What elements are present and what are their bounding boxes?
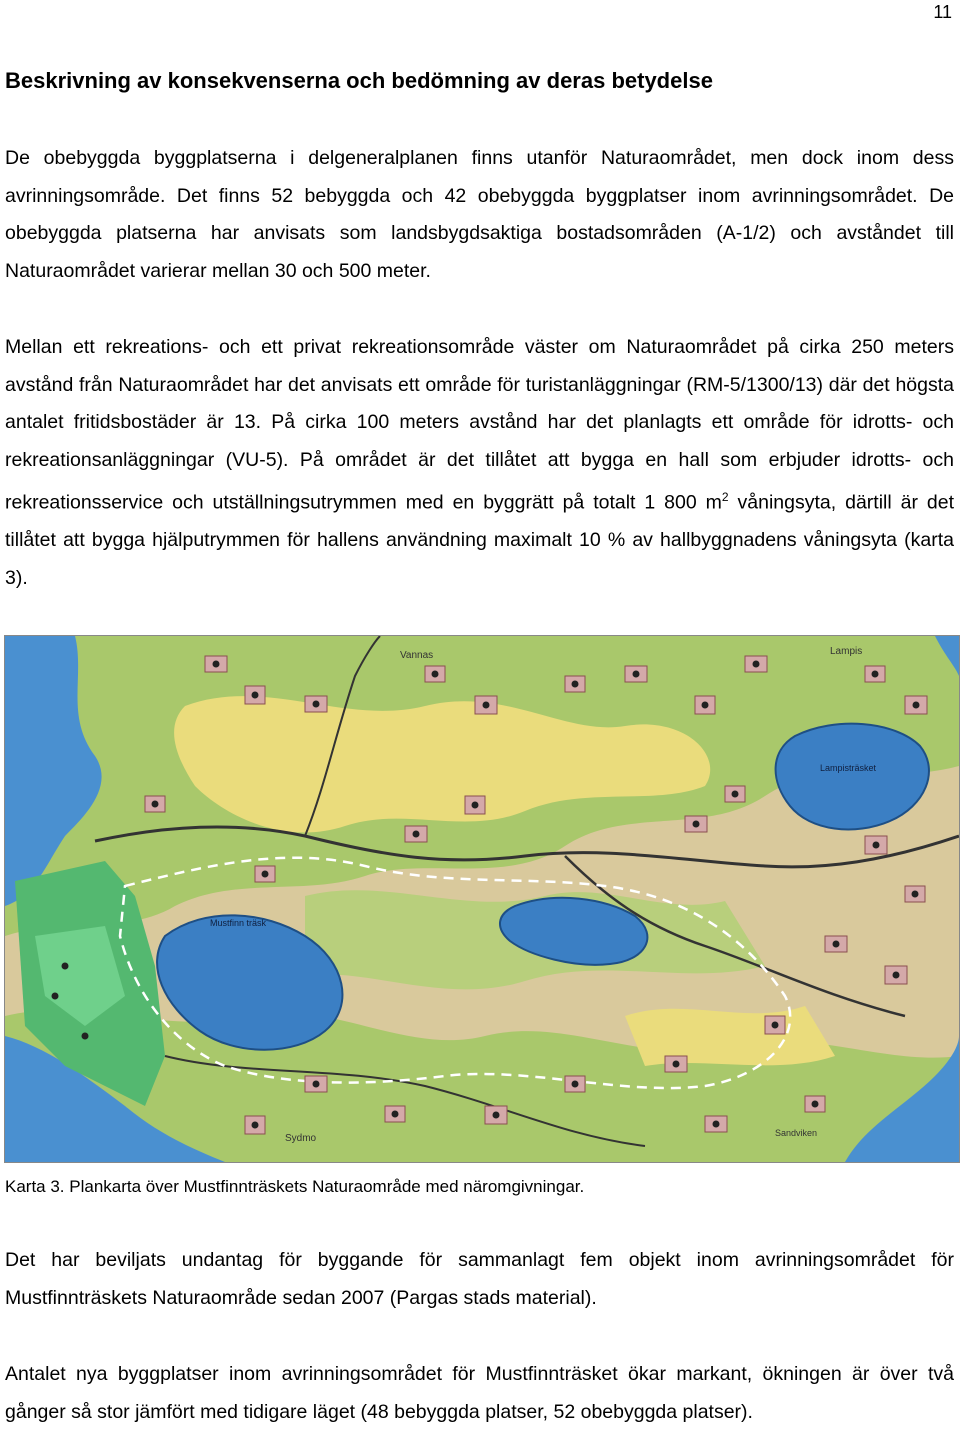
map-label-lampis: Lampis (830, 646, 863, 657)
map-label-sandviken: Sandviken (775, 1128, 818, 1138)
page-number: 11 (933, 2, 952, 22)
paragraph-recreation-text: Mellan ett rekreations- och ett privat rekreationsområde väster om Naturaområdet på cirka 250 meters avstånd från Naturaområdet har det anvisats ett område för turistanläggningar (RM-5/1300/13) där det högsta antalet fritidsbostäder är 13. På cirka 100 meters avstånd har det planlagts ett område för idrotts- och rekreationsanläggningar (VU-5). På området är det tillåtet att bygga en hall som erbjuder idrotts- och rekreationsservice och utställningsutrymmen med en byggrätt på totalt 1 800 m (5, 336, 954, 514)
paragraph-exemptions: Det har beviljats undantag för byggande för sammanlagt fem objekt inom avrinningsområdet för Mustfinnträskets Naturaområde sedan 2007 (Pargas stads material). (5, 1249, 954, 1309)
superscript-two: 2 (721, 490, 729, 504)
paragraph-building-plots: De obebyggda byggplatserna i delgeneralplanen finns utanför Naturaområdet, men dock inom dess avrinningsområde. Det finns 52 bebyggda och 42 obebyggda byggplatser inom avrinningsområdet. De obebyggda platserna har anvisats som landsbygdsaktiga bostadsområden (A-1/2) och avståndet till Naturaområdet varierar mellan 30 och 500 meter. (5, 147, 954, 282)
map-caption: Karta 3. Plankarta över Mustfinnträskets Naturaområde med näromgivningar. (5, 1177, 585, 1196)
paragraph-recreation-area (5, 329, 954, 597)
map-label-sydmo: Sydmo (285, 1133, 317, 1144)
plan-map (5, 636, 959, 1162)
map-label-mustfinntrask: Mustfinn träsk (210, 918, 267, 928)
yellow-zone-south (625, 1006, 835, 1066)
map-label-vannas: Vannas (400, 650, 434, 661)
map-label-lampistrasket: Lampisträsket (820, 763, 877, 773)
section-heading: Beskrivning av konsekvenserna och bedömning av deras betydelse (5, 68, 713, 93)
paragraph-recreation-text-end: våningsyta, därtill är det tillåtet att bygga hjälputrymmen för hallens användning maximalt 10 % av hallbyggnadens våningsyta (karta 3). (5, 491, 955, 589)
plan-map-figure (4, 635, 960, 1163)
paragraph-plot-increase: Antalet nya byggplatser inom avrinningsområdet för Mustfinnträsket ökar markant, ökningen är över två gånger så stor jämfört med tidigare läget (48 bebyggda platser, 52 obebyggda platser). (5, 1363, 954, 1423)
